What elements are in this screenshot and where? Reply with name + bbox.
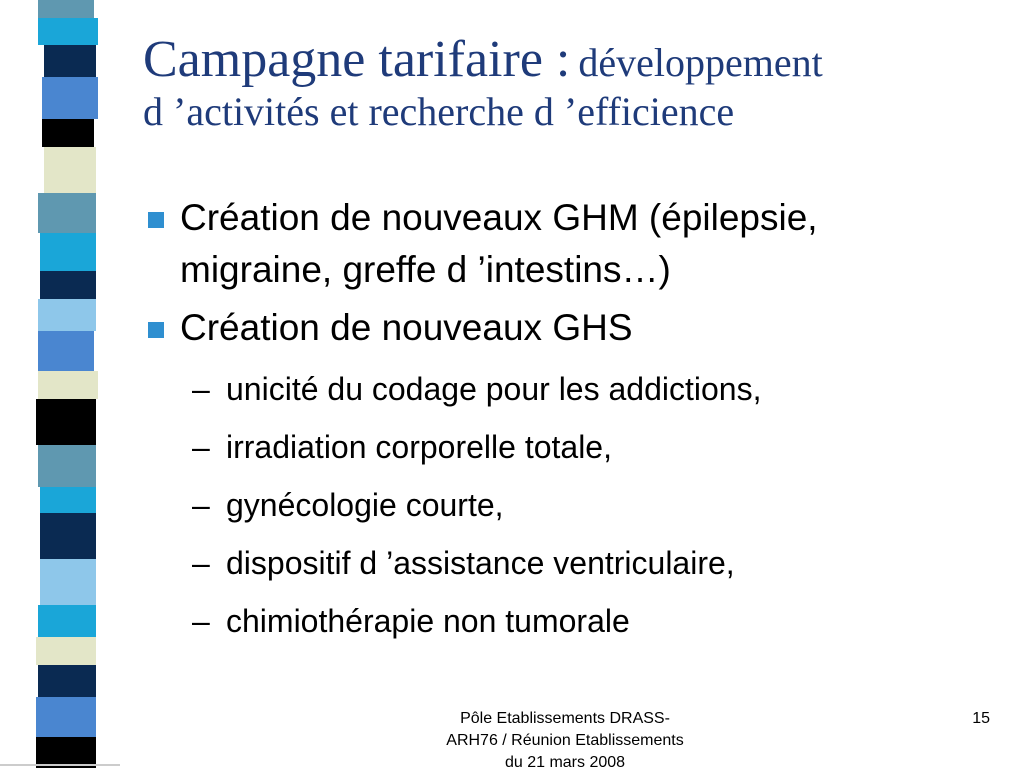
- sub-item-text: unicité du codage pour les addictions,: [226, 371, 762, 407]
- dash-icon: –: [192, 545, 210, 581]
- sub-item: [192, 418, 1006, 476]
- decorative-block: [38, 0, 94, 18]
- sub-item-text: gynécologie courte,: [226, 487, 504, 523]
- title-main: Campagne tarifaire :: [143, 31, 571, 88]
- decorative-block: [36, 697, 96, 737]
- sub-item-text: irradiation corporelle totale,: [226, 429, 612, 465]
- slide-title: [143, 31, 1013, 134]
- dash-icon: –: [192, 429, 210, 465]
- title-line2: d ’activités et recherche d ’efficience: [143, 89, 735, 134]
- bottom-rule: [0, 764, 120, 766]
- decorative-strip: [0, 0, 120, 768]
- decorative-block: [40, 513, 96, 559]
- bullet-text-line1: Création de nouveaux GHM (épilepsie,: [180, 197, 818, 238]
- decorative-block: [38, 18, 98, 45]
- bullet-text-line1: Création de nouveaux GHS: [180, 307, 633, 348]
- slide-footer: [405, 708, 725, 768]
- footer-line3: du 21 mars 2008: [504, 754, 626, 768]
- sub-item-text: chimiothérapie non tumorale: [226, 603, 630, 639]
- sub-item: [192, 360, 1006, 418]
- decorative-block: [38, 371, 98, 399]
- bullet-item: [146, 302, 1006, 354]
- decorative-block: [40, 559, 96, 605]
- decorative-block: [38, 299, 96, 331]
- decorative-block: [44, 45, 96, 77]
- decorative-block: [38, 665, 96, 697]
- decorative-block: [36, 399, 96, 445]
- decorative-block: [36, 637, 96, 665]
- decorative-block: [40, 487, 96, 513]
- bullet-text-line2: migraine, greffe d ’intestins…): [180, 249, 671, 290]
- dash-icon: –: [192, 371, 210, 407]
- dash-icon: –: [192, 603, 210, 639]
- sub-list: [146, 360, 1006, 650]
- decorative-block: [40, 271, 96, 299]
- decorative-block: [40, 233, 96, 271]
- footer-line1: Pôle Etablissements DRASS-: [460, 710, 670, 727]
- sub-item-text: dispositif d ’assistance ventriculaire,: [226, 545, 735, 581]
- decorative-block: [42, 77, 98, 119]
- bullet-item: [146, 192, 1006, 296]
- sub-item: [192, 534, 1006, 592]
- title-rest-line1: développement: [578, 40, 823, 85]
- dash-icon: –: [192, 487, 210, 523]
- sub-item: [192, 476, 1006, 534]
- decorative-block: [38, 331, 94, 371]
- bullet-square-icon: [148, 322, 164, 338]
- footer-line2: ARH76 / Réunion Etablissements: [446, 732, 684, 749]
- slide-content: [146, 192, 1006, 650]
- bullet-square-icon: [148, 212, 164, 228]
- decorative-block: [44, 147, 96, 193]
- sub-item: [192, 592, 1006, 650]
- decorative-block: [38, 445, 96, 487]
- decorative-block: [38, 193, 96, 233]
- decorative-block: [42, 119, 94, 147]
- decorative-block: [38, 605, 96, 637]
- page-number: 15: [972, 710, 990, 727]
